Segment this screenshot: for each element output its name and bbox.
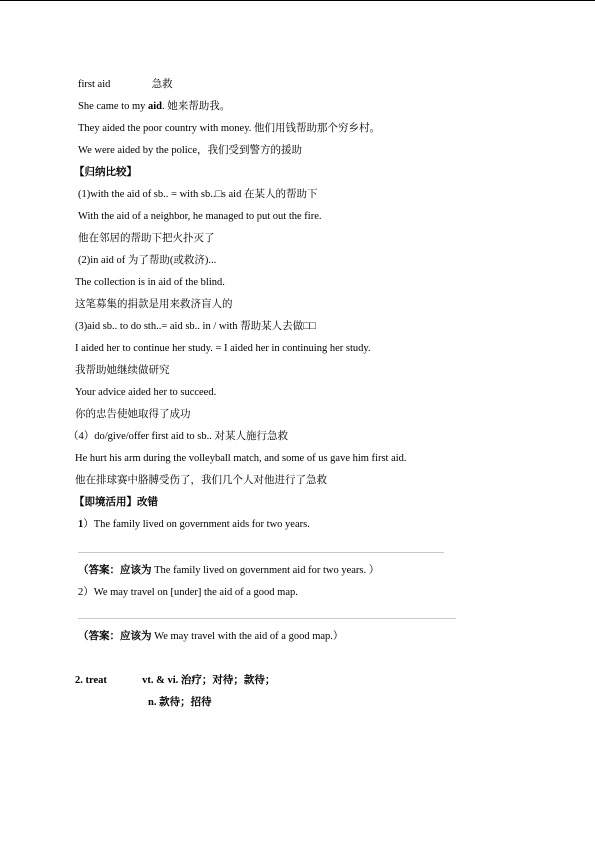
answer-line: （答案：应该为 The family lived on government aid for two years. ） xyxy=(78,565,380,576)
entry-first-aid xyxy=(78,78,173,91)
usage-line: (1)with the aid of sb.. = with sb..□s aid 在某人的帮助下 xyxy=(78,189,318,200)
translation-line: 我帮助她继续做研究 xyxy=(75,365,170,376)
usage-line: (3)aid sb.. to do sth..= aid sb.. in / with 帮助某人去做□□ xyxy=(75,321,316,332)
translation-line: 你的忠告使她取得了成功 xyxy=(75,409,191,420)
vocab-gloss: vt. & vi. 治疗；对待；款待； xyxy=(142,675,276,686)
gloss: 急救 xyxy=(151,79,173,90)
answer-blank-rule xyxy=(78,552,444,553)
example-line: He hurt his arm during the volleyball match, and some of us gave him first aid. xyxy=(75,453,407,464)
section-heading: 【即境活用】改错 xyxy=(74,497,158,508)
bold-term: aid xyxy=(147,101,162,112)
item-number: 1 xyxy=(78,519,84,530)
translation-line: 这笔募集的捐款是用来救济盲人的 xyxy=(75,299,233,310)
answer-blank-rule xyxy=(78,618,456,619)
example-line: They aided the poor country with money. 他们用钱帮助那个穷乡村。 xyxy=(78,123,381,134)
vocab-entry xyxy=(75,674,275,687)
example-line: She came to my aid. 她来帮助我。 xyxy=(78,101,231,112)
example-line: With the aid of a neighbor, he managed to put out the fire. xyxy=(78,211,322,222)
header-rule xyxy=(0,0,595,1)
term: first aid xyxy=(78,79,111,90)
usage-line: （4）do/give/offer first aid to sb.. 对某人施行急救 xyxy=(68,431,288,442)
answer-line: （答案：应该为 We may travel with the aid of a good map.） xyxy=(78,631,344,642)
translation-line: 他在邻居的帮助下把火扑灭了 xyxy=(78,233,215,244)
usage-line: (2)in aid of 为了帮助(或救济)... xyxy=(78,255,217,266)
example-line: We were aided by the police，我们受到警方的援助 xyxy=(78,145,302,156)
vocab-gloss-noun: n. 款待；招待 xyxy=(148,697,212,708)
translation-line: 他在排球赛中胳膊受伤了，我们几个人对他进行了急救 xyxy=(75,475,327,486)
exercise-item: 1）The family lived on government aids for two years. xyxy=(78,519,310,530)
example-line: I aided her to continue her study. = I aided her in continuing her study. xyxy=(75,343,371,354)
section-heading: 【归纳比较】 xyxy=(74,167,137,178)
example-line: Your advice aided her to succeed. xyxy=(75,387,217,398)
vocab-term: 2. treat xyxy=(75,675,107,686)
example-line: The collection is in aid of the blind. xyxy=(75,277,225,288)
exercise-item: 2）We may travel on [under] the aid of a good map. xyxy=(78,587,298,598)
